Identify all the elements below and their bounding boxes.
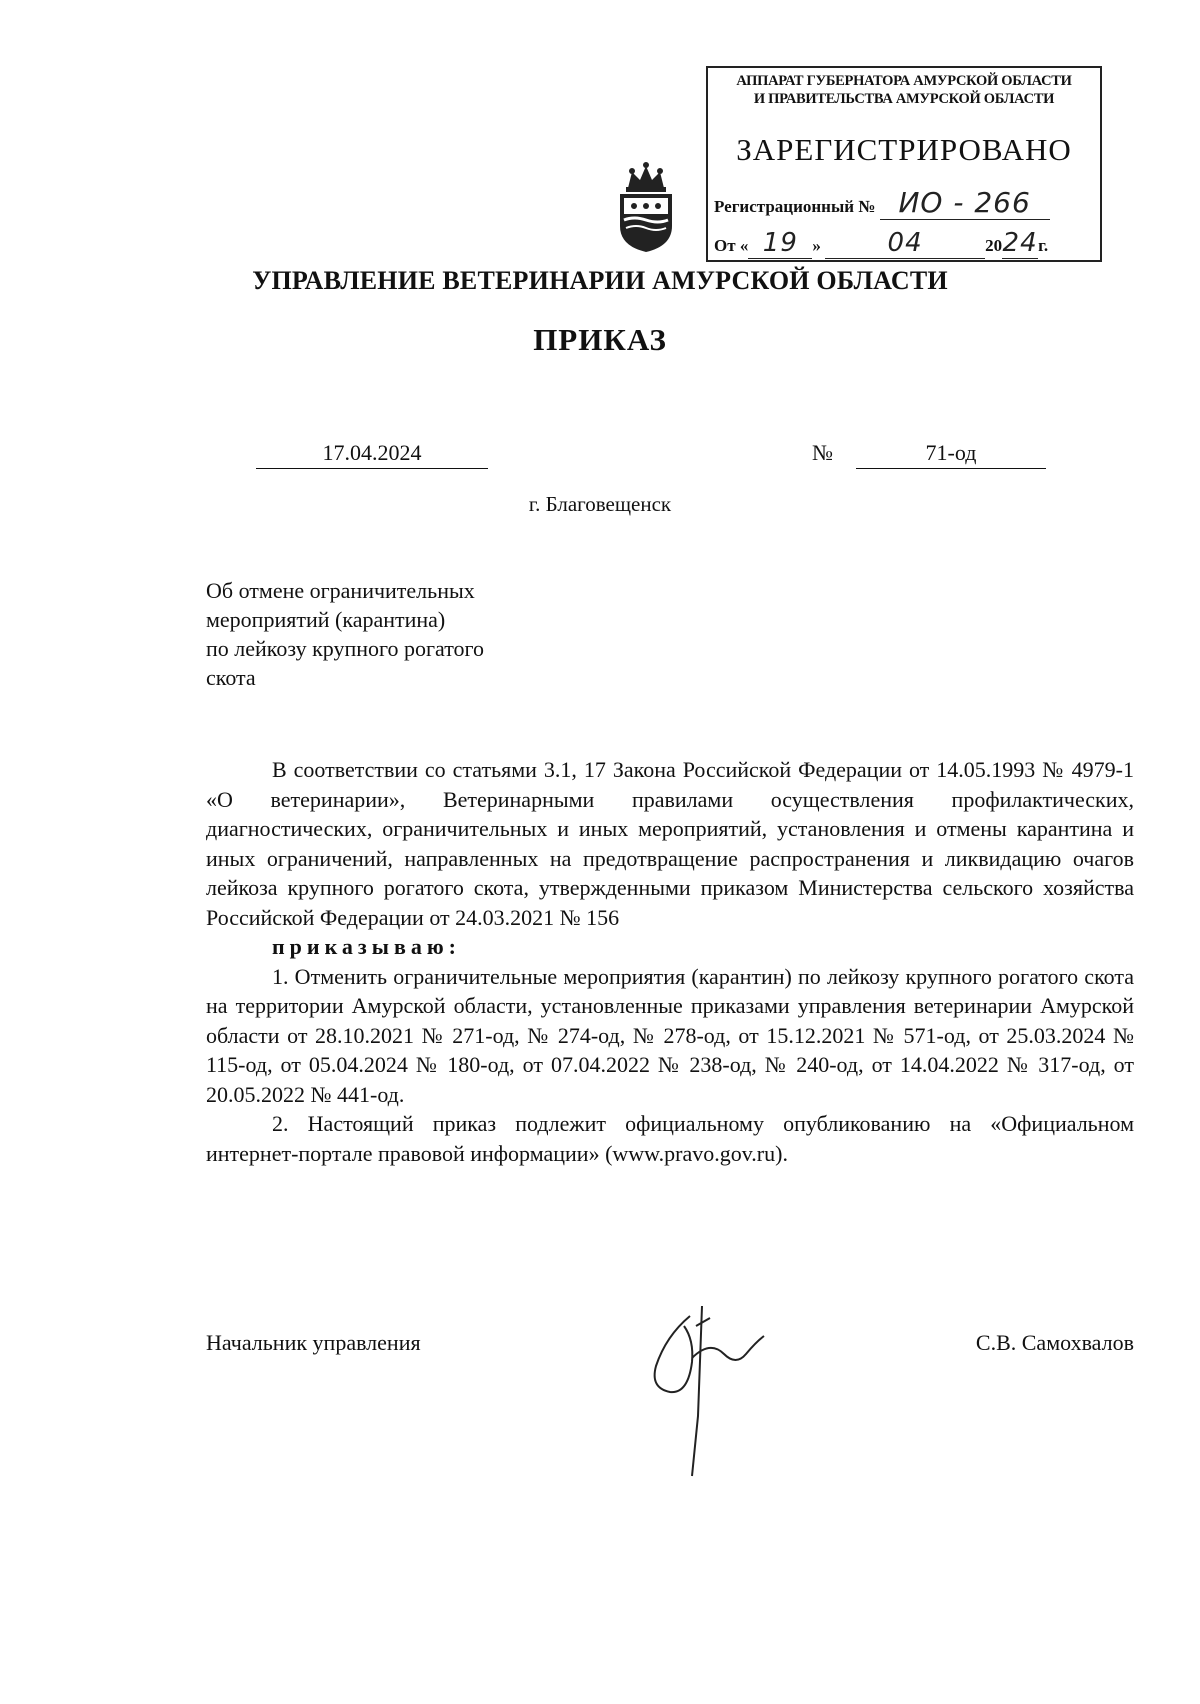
stamp-reg-row (714, 186, 1050, 220)
number-sign: № (812, 440, 833, 465)
handwritten-signature (636, 1296, 776, 1496)
organization-name: УПРАВЛЕНИЕ ВЕТЕРИНАРИИ АМУРСКОЙ ОБЛАСТИ (252, 266, 948, 295)
stamp-reg-number: ИО - 266 (880, 186, 1050, 220)
document-number: 71-од (856, 440, 1046, 469)
order-item-2: 2. Настоящий приказ подлежит официальному опубликованию на «Официальном интернет-портале правовой информации» (www.pravo.gov.ru). (206, 1111, 1134, 1166)
coat-of-arms-icon (614, 160, 678, 254)
stamp-header-line1: АППАРАТ ГУБЕРНАТОРА АМУРСКОЙ ОБЛАСТИ (736, 73, 1072, 89)
subject-line: Об отмене ограничительных (206, 578, 475, 603)
signatory-name: С.В. Самохвалов (975, 1330, 1134, 1355)
document-body (206, 755, 1134, 1168)
subject-line: мероприятий (карантина) (206, 607, 446, 632)
stamp-day-close: » (812, 236, 821, 255)
signatory-position: Начальник управления (206, 1330, 421, 1355)
stamp-date-row (714, 228, 1048, 259)
stamp-title: ЗАРЕГИСТРИРОВАНО (736, 132, 1072, 167)
stamp-from-label: От « (714, 236, 749, 255)
preamble-paragraph: В соответствии со статьями 3.1, 17 Закона Российской Федерации от 14.05.1993 № 4979-1 «О ветеринарии», Ветеринарными правилами осуществления профилактических, диагностических, ограничительных и иных мероприятий, установления и отмены карантина и иных ограничений, направленных на предотвращение распространения и ликвидацию очагов лейкоза крупного рогатого скота, утвержденными приказом Министерства сельского хозяйства Российской Федерации от 24.03.2021 № 156 (206, 757, 1134, 930)
document-date: 17.04.2024 (256, 440, 488, 469)
stamp-year-suffix: 24 (1002, 228, 1038, 258)
document-type: ПРИКАЗ (533, 322, 667, 357)
subject-line: скота (206, 665, 256, 690)
subject-line: по лейкозу крупного рогатого (206, 636, 485, 661)
stamp-year-mark: г. (1038, 236, 1049, 255)
stamp-month: 04 (825, 228, 985, 259)
stamp-header-line2: И ПРАВИТЕЛЬСТВА АМУРСКОЙ ОБЛАСТИ (753, 91, 1055, 107)
document-subject (206, 576, 586, 692)
document-city: г. Благовещенск (528, 492, 672, 516)
stamp-day: 19 (748, 228, 812, 259)
stamp-reg-label: Регистрационный № (714, 197, 876, 216)
stamp-year-prefix: 20 (985, 236, 1003, 255)
registration-stamp (706, 66, 1102, 262)
stamp-header (708, 72, 1100, 108)
order-item-1: 1. Отменить ограничительные мероприятия (карантин) по лейкозу крупного рогатого скота на территории Амурской области, установленные приказами управления ветеринарии Амурской области от 28.10.2021 № 271-од, № 274-од, № 278-од, от 15.12.2021 № 571-од, от 25.03.2024 № 115-од, от 05.04.2024 № 180-од, от 07.04.2022 № 238-од, № 240-од, от 14.04.2022 № 317-од, от 20.05.2022 № 441-од. (206, 963, 1134, 1107)
order-word: приказываю: (272, 934, 461, 959)
